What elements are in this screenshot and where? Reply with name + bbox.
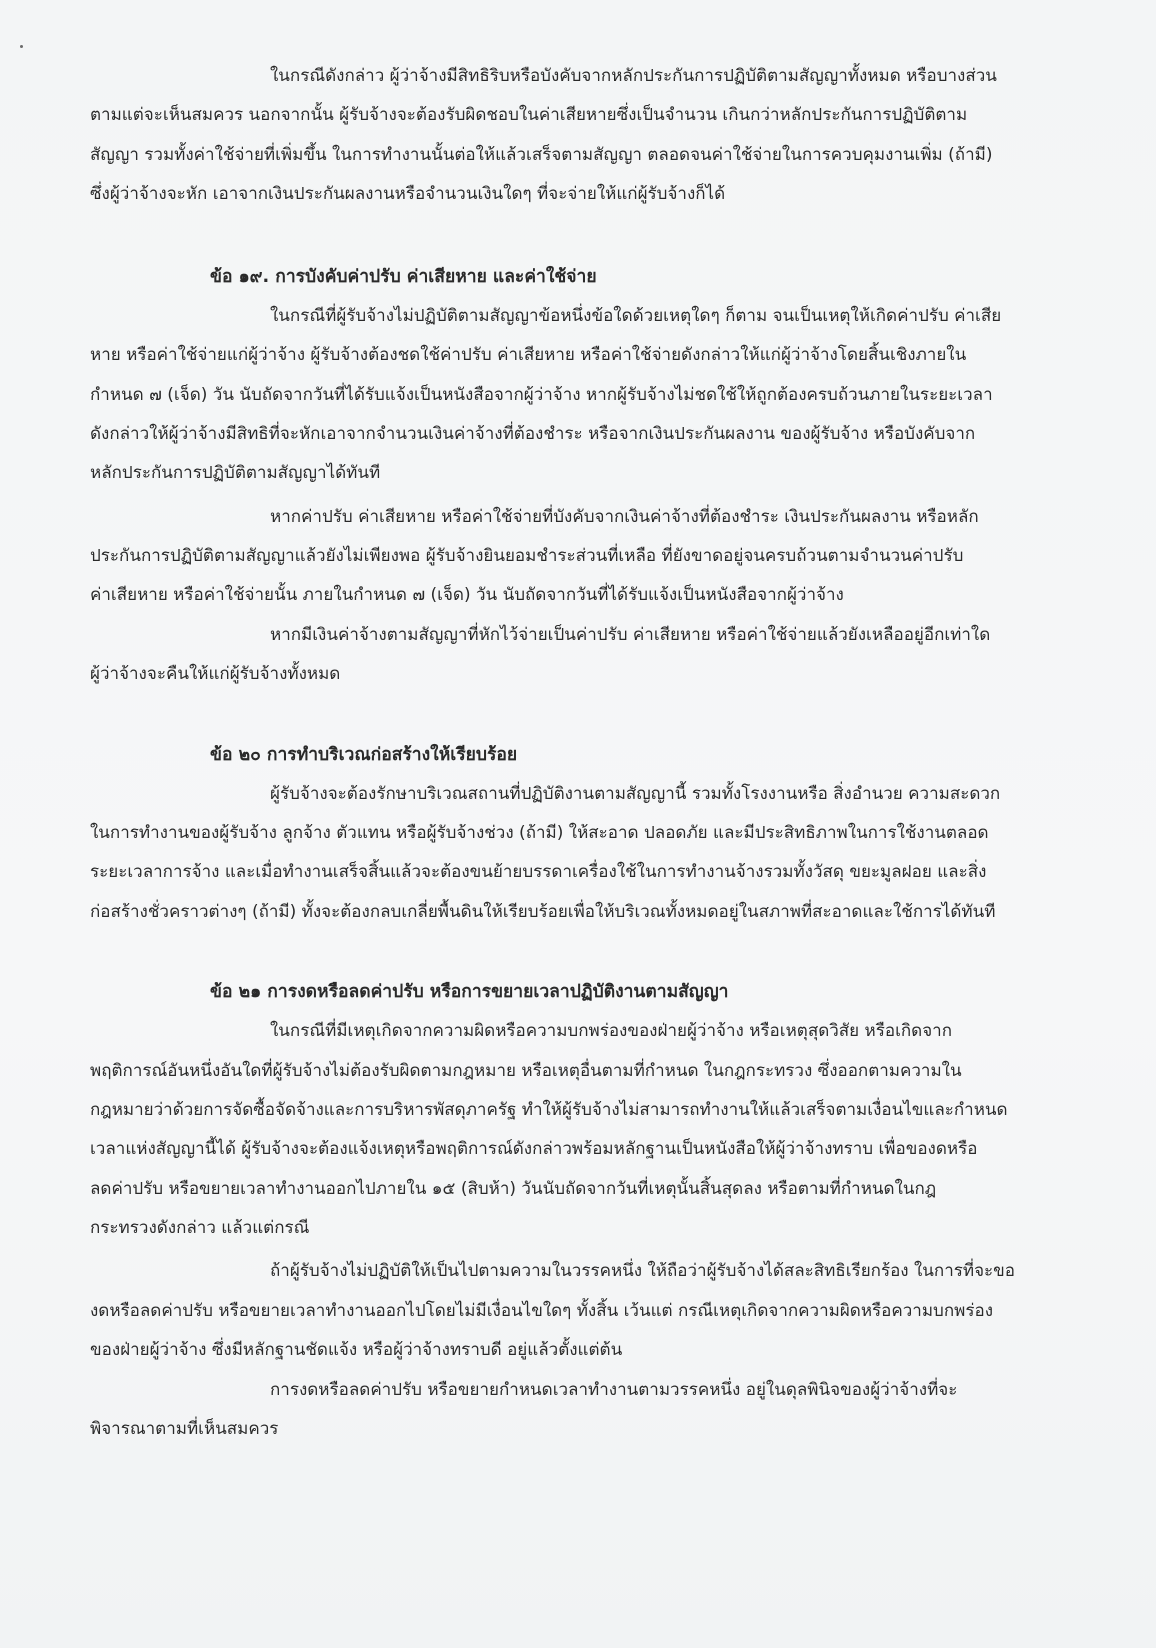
text-line: ระยะเวลาการจ้าง และเมื่อทำงานเสร็จสิ้นแล้วจะต้องขนย้ายบรรดาเครื่องใช้ในการทำงานจ้างรวมทั้งวัสดุ ขยะมูลฝอย และสิ่ง	[90, 862, 987, 882]
text-line: ซึ่งผู้ว่าจ้างจะหัก เอาจากเงินประกันผลงานหรือจำนวนเงินใดๆ ที่จะจ่ายให้แก่ผู้รับจ้างก็ได้	[90, 184, 726, 204]
text-line: หาย หรือค่าใช้จ่ายแก่ผู้ว่าจ้าง ผู้รับจ้างต้องชดใช้ค่าปรับ ค่าเสียหาย หรือค่าใช้จ่ายดังกล่าวให้แก่ผู้ว่าจ้างโดยสิ้นเชิงภายใน	[90, 345, 967, 365]
text-line: ดังกล่าวให้ผู้ว่าจ้างมีสิทธิที่จะหักเอาจากจำนวนเงินค่าจ้างที่ต้องชำระ หรือจากเงินประกันผลงาน ของผู้รับจ้าง หรือบังคับจาก	[90, 424, 976, 444]
text-line: ลดค่าปรับ หรือขยายเวลาทำงานออกไปภายใน ๑๕ (สิบห้า) วันนับถัดจากวันที่เหตุนั้นสิ้นสุดลง หรือตามที่กำหนดในกฎ	[90, 1179, 937, 1199]
text-line: ถ้าผู้รับจ้างไม่ปฏิบัติให้เป็นไปตามความในวรรคหนึ่ง ให้ถือว่าผู้รับจ้างได้สละสิทธิเรียกร้อง ในการที่จะขอ	[270, 1261, 1016, 1281]
text-line: หากมีเงินค่าจ้างตามสัญญาที่หักไว้จ่ายเป็นค่าปรับ ค่าเสียหาย หรือค่าใช้จ่ายแล้วยังเหลืออยู่อีกเท่าใด	[270, 625, 991, 645]
text-line: กฎหมายว่าด้วยการจัดซื้อจัดจ้างและการบริหารพัสดุภาครัฐ ทำให้ผู้รับจ้างไม่สามารถทำงานให้แล้วเสร็จตามเงื่อนไขและกำหนด	[90, 1100, 1008, 1120]
text-line: กระทรวงดังกล่าว แล้วแต่กรณี	[90, 1218, 310, 1238]
text-line: ก่อสร้างชั่วคราวต่างๆ (ถ้ามี) ทั้งจะต้องกลบเกลี่ยพื้นดินให้เรียบร้อยเพื่อให้บริเวณทั้งหมดอยู่ในสภาพที่สะอาดและใช้การได้ทันที	[90, 902, 996, 922]
section-heading-20: ข้อ ๒๐ การทำบริเวณก่อสร้างให้เรียบร้อย	[210, 745, 518, 765]
text-line: พฤติการณ์อันหนึ่งอันใดที่ผู้รับจ้างไม่ต้องรับผิดตามกฎหมาย หรือเหตุอื่นตามที่กำหนด ในกฎกระทรวง ซึ่งออกตามความใน	[90, 1061, 962, 1081]
text-line: ค่าเสียหาย หรือค่าใช้จ่ายนั้น ภายในกำหนด ๗ (เจ็ด) วัน นับถัดจากวันที่ได้รับแจ้งเป็นหนังสือจากผู้ว่าจ้าง	[90, 585, 844, 605]
text-line: สัญญา รวมทั้งค่าใช้จ่ายที่เพิ่มขึ้น ในการทำงานนั้นต่อให้แล้วเสร็จตามสัญญา ตลอดจนค่าใช้จ่ายในการควบคุมงานเพิ่ม (ถ้ามี)	[90, 145, 993, 165]
text-line: พิจารณาตามที่เห็นสมควร	[90, 1419, 279, 1439]
section-heading-21: ข้อ ๒๑ การงดหรือลดค่าปรับ หรือการขยายเวลาปฏิบัติงานตามสัญญา	[210, 982, 729, 1002]
text-line: ในกรณีที่ผู้รับจ้างไม่ปฏิบัติตามสัญญาข้อหนึ่งข้อใดด้วยเหตุใดๆ ก็ตาม จนเป็นเหตุให้เกิดค่าปรับ ค่าเสีย	[270, 306, 1002, 326]
text-line: ในกรณีดังกล่าว ผู้ว่าจ้างมีสิทธิริบหรือบังคับจากหลักประกันการปฏิบัติตามสัญญาทั้งหมด หรือบางส่วน	[270, 66, 997, 86]
text-line: ตามแต่จะเห็นสมควร นอกจากนั้น ผู้รับจ้างจะต้องรับผิดชอบในค่าเสียหายซึ่งเป็นจำนวน เกินกว่าหลักประกันการปฏิบัติตาม	[90, 105, 968, 125]
text-line: ของฝ่ายผู้ว่าจ้าง ซึ่งมีหลักฐานชัดแจ้ง หรือผู้ว่าจ้างทราบดี อยู่แล้วตั้งแต่ต้น	[90, 1340, 623, 1360]
text-line: เวลาแห่งสัญญานี้ได้ ผู้รับจ้างจะต้องแจ้งเหตุหรือพฤติการณ์ดังกล่าวพร้อมหลักฐานเป็นหนังสือให้ผู้ว่าจ้างทราบ เพื่อของดหรือ	[90, 1139, 978, 1159]
text-line: ในกรณีที่มีเหตุเกิดจากความผิดหรือความบกพร่องของฝ่ายผู้ว่าจ้าง หรือเหตุสุดวิสัย หรือเกิดจาก	[270, 1021, 953, 1041]
text-line: หลักประกันการปฏิบัติตามสัญญาได้ทันที	[90, 463, 381, 483]
text-line: กำหนด ๗ (เจ็ด) วัน นับถัดจากวันที่ได้รับแจ้งเป็นหนังสือจากผู้ว่าจ้าง หากผู้รับจ้างไม่ชดใช้ให้ถูกต้องครบถ้วนภายในระยะเวลา	[90, 385, 993, 405]
text-line: ผู้รับจ้างจะต้องรักษาบริเวณสถานที่ปฏิบัติงานตามสัญญานี้ รวมทั้งโรงงานหรือ สิ่งอำนวย ความสะดวก	[270, 784, 1001, 804]
text-line: ประกันการปฏิบัติตามสัญญาแล้วยังไม่เพียงพอ ผู้รับจ้างยินยอมชำระส่วนที่เหลือ ที่ยังขาดอยู่จนครบถ้วนตามจำนวนค่าปรับ	[90, 546, 964, 566]
text-line: หากค่าปรับ ค่าเสียหาย หรือค่าใช้จ่ายที่บังคับจากเงินค่าจ้างที่ต้องชำระ เงินประกันผลงาน หรือหลัก	[270, 507, 979, 527]
text-line: ผู้ว่าจ้างจะคืนให้แก่ผู้รับจ้างทั้งหมด	[90, 664, 341, 684]
text-line: ในการทำงานของผู้รับจ้าง ลูกจ้าง ตัวแทน หรือผู้รับจ้างช่วง (ถ้ามี) ให้สะอาด ปลอดภัย และมีประสิทธิภาพในการใช้งานตลอด	[90, 823, 989, 843]
text-line: การงดหรือลดค่าปรับ หรือขยายกำหนดเวลาทำงานตามวรรคหนึ่ง อยู่ในดุลพินิจของผู้ว่าจ้างที่จะ	[270, 1380, 958, 1400]
section-heading-19: ข้อ ๑๙. การบังคับค่าปรับ ค่าเสียหาย และค่าใช้จ่าย	[210, 267, 597, 287]
text-line: งดหรือลดค่าปรับ หรือขยายเวลาทำงานออกไปโดยไม่มีเงื่อนไขใดๆ ทั้งสิ้น เว้นแต่ กรณีเหตุเกิดจากความผิดหรือความบกพร่อง	[90, 1301, 993, 1321]
